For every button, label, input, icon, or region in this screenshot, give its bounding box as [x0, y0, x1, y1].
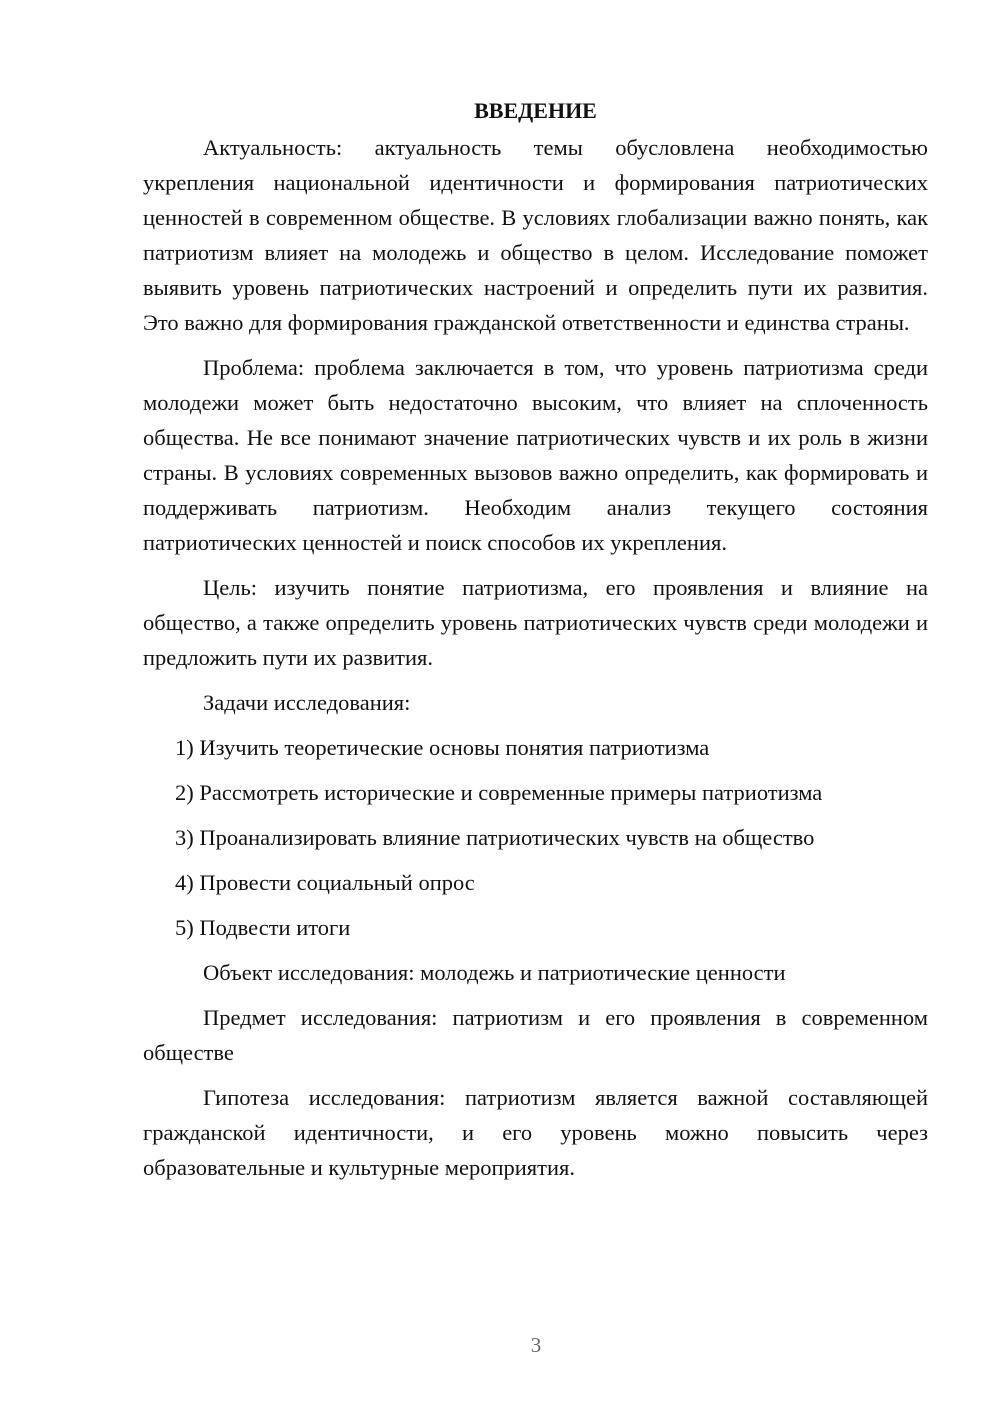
tasks-heading: Задачи исследования:: [203, 690, 411, 715]
subject-paragraph: Предмет исследования: патриотизм и его проявления в современном обществе: [143, 1005, 928, 1065]
task-item: 1) Изучить теоретические основы понятия патриотизма: [175, 735, 710, 760]
goal-paragraph: Цель: изучить понятие патриотизма, его проявления и влияние на общество, а также определить уровень патриотических чувств среди молодежи и предложить пути их развития.: [143, 575, 928, 670]
page-number: 3: [530, 1333, 542, 1357]
task-item: 4) Провести социальный опрос: [175, 870, 475, 895]
task-item: 3) Проанализировать влияние патриотических чувств на общество: [175, 825, 815, 850]
task-item: 5) Подвести итоги: [175, 915, 351, 940]
task-item: 2) Рассмотреть исторические и современные примеры патриотизма: [175, 780, 823, 805]
tasks-list: [143, 730, 928, 945]
document-page: [143, 94, 928, 1195]
object-paragraph: Объект исследования: молодежь и патриотические ценности: [203, 960, 786, 985]
section-title: ВВЕДЕНИЕ: [474, 98, 597, 123]
relevance-paragraph: Актуальность: актуальность темы обусловлена необходимостью укрепления национальной идентичности и формирования патриотических ценностей в современном обществе. В условиях глобализации важно понять, как патриотизм влияет на молодежь и общество в целом. Исследование поможет выявить уровень патриотических настроений и определить пути их развития. Это важно для формирования гражданской ответственности и единства страны.: [143, 135, 928, 335]
problem-paragraph: Проблема: проблема заключается в том, что уровень патриотизма среди молодежи может быть недостаточно высоким, что влияет на сплоченность общества. Не все понимают значение патриотических чувств и их роль в жизни страны. В условиях современных вызовов важно определить, как формировать и поддерживать патриотизм. Необходим анализ текущего состояния патриотических ценностей и поиск способов их укрепления.: [143, 355, 928, 555]
hypothesis-paragraph: Гипотеза исследования: патриотизм является важной составляющей гражданской идентичности, и его уровень можно повысить через образовательные и культурные мероприятия.: [143, 1085, 928, 1180]
